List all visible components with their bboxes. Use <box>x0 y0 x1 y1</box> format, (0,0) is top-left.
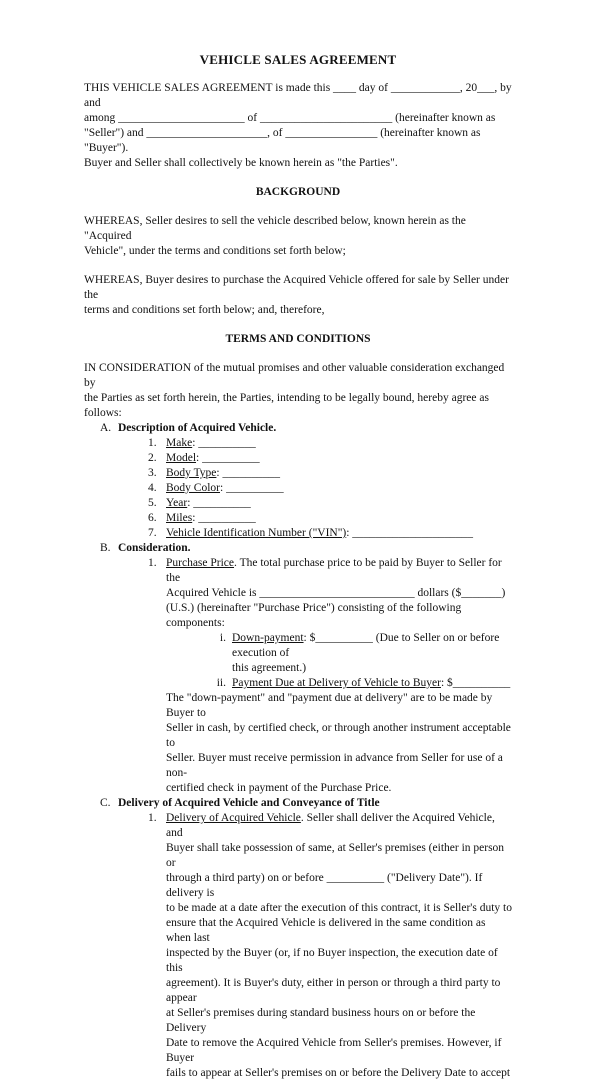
field-label: Delivery of Acquired Vehicle <box>166 812 301 824</box>
paragraph-line: agreement). It is Buyer's duty, either in person or through a third party to appear <box>166 977 501 1004</box>
field-label: Vehicle Identification Number ("VIN") <box>166 527 347 539</box>
paragraph-line: ensure that the Acquired Vehicle is delivered in the same condition as when last <box>166 917 486 944</box>
intro-line: "Seller") and _____________________, of ________________ (hereinafter known as "Buyer"). <box>84 127 481 154</box>
field-label: Payment Due at Delivery of Vehicle to Buyer <box>232 677 441 689</box>
section-a <box>100 421 512 541</box>
list-item: 5. Year: __________ <box>148 497 251 509</box>
price-components: i. Down-payment: $__________ (Due to Seller on or before execution of this agreement.) ii. Payment Due at Delivery of Vehicle to Buyer: $__________ <box>206 631 512 691</box>
list-item: 1. Purchase Price. The total purchase price to be paid by Buyer to Seller for the <box>148 557 502 584</box>
intro-paragraph <box>84 81 512 171</box>
paragraph-line: (U.S.) (hereinafter "Purchase Price") consisting of the following components: <box>166 602 462 629</box>
paragraph-line: Vehicle", under the terms and conditions set forth below; <box>84 245 346 257</box>
paragraph-line: fails to appear at Seller's premises on or before the Delivery Date to accept <box>166 1067 511 1079</box>
section-title: Description of Acquired Vehicle. <box>118 422 277 434</box>
list-item: 2. Model: __________ <box>148 452 260 464</box>
paragraph-line: Acquired Vehicle is ___________________________ dollars ($_______) <box>166 587 506 599</box>
delivery-list <box>148 811 512 1081</box>
consideration-intro <box>84 361 512 421</box>
paragraph-line: Seller in cash, by certified check, or through another instrument acceptable to <box>166 722 511 749</box>
paragraph-line: Buyer shall take possession of same, at Seller's premises (either in person or <box>166 842 505 869</box>
section-title: Delivery of Acquired Vehicle and Conveyance of Title <box>118 797 380 809</box>
section-c <box>100 796 512 1081</box>
whereas-buyer-paragraph <box>84 273 512 318</box>
background-heading: BACKGROUND <box>255 186 341 198</box>
document-title: VEHICLE SALES AGREEMENT <box>199 52 397 67</box>
field-label: Body Color <box>166 482 220 494</box>
field-label: Body Type <box>166 467 217 479</box>
paragraph-line: at Seller's premises during standard business hours on or before the Delivery <box>166 1007 476 1034</box>
list-item: 7. Vehicle Identification Number ("VIN"): _____________________ <box>148 527 474 539</box>
consideration-list <box>148 556 512 796</box>
paragraph-line: WHEREAS, Seller desires to sell the vehicle described below, known herein as the "Acquired <box>84 215 466 242</box>
section-letter: A. <box>100 422 112 434</box>
section-title: Consideration. <box>118 542 191 554</box>
paragraph-line: Seller. Buyer must receive permission in advance from Seller for use of a non- <box>166 752 503 779</box>
list-item: i. Down-payment: $__________ (Due to Seller on or before execution of <box>219 632 500 659</box>
section-letter: C. <box>100 797 111 809</box>
list-item: ii. Payment Due at Delivery of Vehicle to Buyer: $__________ <box>216 677 511 689</box>
list-item: 1. Delivery of Acquired Vehicle. Seller shall deliver the Acquired Vehicle, and <box>148 812 495 839</box>
paragraph-line: certified check in payment of the Purchase Price. <box>166 782 392 794</box>
paragraph-line: IN CONSIDERATION of the mutual promises and other valuable consideration exchanged by <box>84 362 505 389</box>
paragraph-line: inspected by the Buyer (or, if no Buyer inspection, the execution date of this <box>166 947 498 974</box>
list-item: 4. Body Color: __________ <box>148 482 284 494</box>
paragraph-line: The "down-payment" and "payment due at delivery" are to be made by Buyer to <box>166 692 493 719</box>
paragraph-line: the Parties as set forth herein, the Parties, intending to be legally bound, hereby agree as follows: <box>84 392 489 419</box>
paragraph-line: terms and conditions set forth below; and, therefore, <box>84 304 325 316</box>
paragraph-line: Date to remove the Acquired Vehicle from Seller's premises. However, if Buyer <box>166 1037 502 1064</box>
paragraph-line: to be made at a date after the execution of this contract, it is Seller's duty to <box>166 902 512 914</box>
field-label: Make <box>166 437 193 449</box>
list-item: 6. Miles: __________ <box>148 512 256 524</box>
intro-line: Buyer and Seller shall collectively be known herein as "the Parties". <box>84 157 398 169</box>
field-label: Purchase Price <box>166 557 235 569</box>
paragraph-line: through a third party) on or before __________ ("Delivery Date"). If delivery is <box>166 872 483 899</box>
terms-heading: TERMS AND CONDITIONS <box>225 333 371 345</box>
section-b <box>100 541 512 796</box>
list-item: 1. Make: __________ <box>148 437 256 449</box>
whereas-seller-paragraph <box>84 214 512 259</box>
paragraph-line: WHEREAS, Buyer desires to purchase the Acquired Vehicle offered for sale by Seller under the <box>84 274 509 301</box>
list-item: 3. Body Type: __________ <box>148 467 280 479</box>
field-label: Miles <box>166 512 193 524</box>
field-label: Down-payment <box>232 632 304 644</box>
section-letter: B. <box>100 542 111 554</box>
vehicle-description-list <box>148 436 512 541</box>
field-label: Year <box>166 497 188 509</box>
field-label: Model <box>166 452 197 464</box>
intro-line: THIS VEHICLE SALES AGREEMENT is made this ____ day of ____________, 20___, by and <box>84 82 512 109</box>
intro-line: among ______________________ of _______________________ (hereinafter known as <box>84 112 496 124</box>
